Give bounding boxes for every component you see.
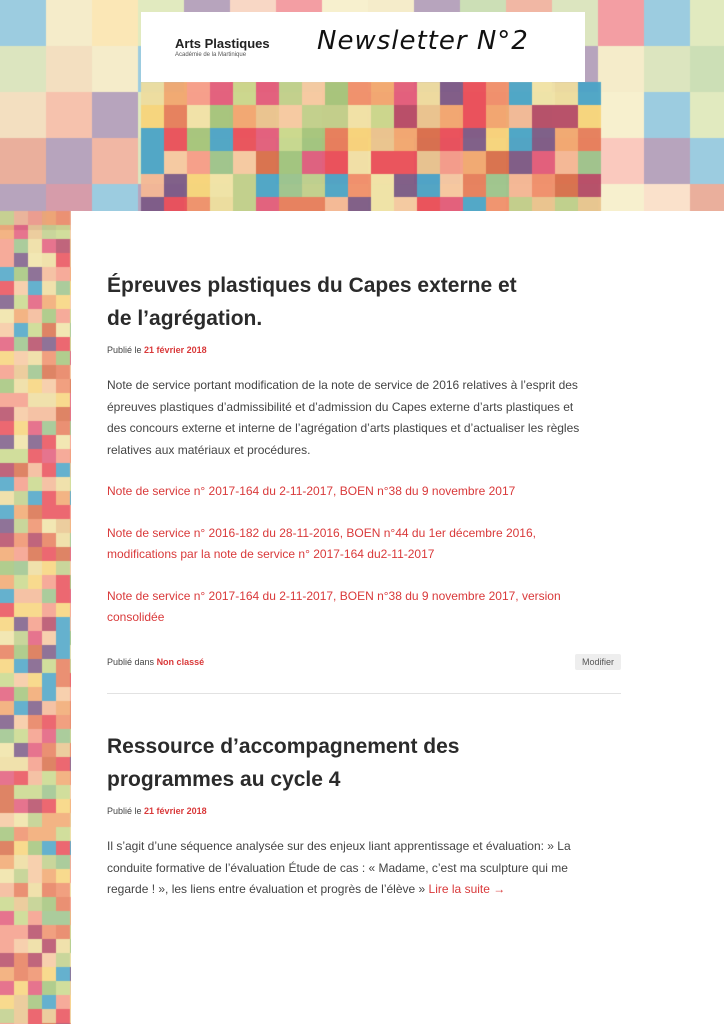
article-date[interactable]: 21 février 2018 — [144, 806, 207, 816]
article-title[interactable] — [107, 269, 621, 335]
body-line-text: regarde ! », les liens entre évaluation et progrès de l’élève » — [107, 882, 426, 896]
body-line: épreuves plastiques d’admissibilité et d’admission du Capes externe d’arts plastiques et — [107, 399, 574, 414]
document-link-3[interactable] — [107, 586, 621, 629]
article-capes — [107, 269, 621, 629]
category-link[interactable]: Non classé — [156, 657, 205, 667]
read-more-link[interactable]: Lire la suite → — [428, 882, 506, 896]
body-line: relatives aux matériaux et procédures. — [107, 442, 311, 457]
document-link-1[interactable] — [107, 481, 621, 503]
link-text[interactable]: Note de service n° 2017-164 du 2-11-2017, BOEN n°38 du 9 novembre 2017, version — [107, 588, 561, 603]
article-title[interactable] — [107, 730, 621, 796]
article-meta — [107, 345, 621, 355]
body-line: conduite formative de l’évaluation Étude de cas : « Madame, c’est ma sculpture qui me — [107, 860, 568, 875]
newsletter-title: Newsletter N°2 — [317, 26, 529, 56]
published-prefix: Publié le — [107, 806, 142, 816]
header-banner — [141, 12, 585, 82]
article-title-line1[interactable]: Ressource d’accompagnement des — [107, 735, 460, 758]
edit-button[interactable]: Modifier — [575, 654, 621, 670]
article-date[interactable]: 21 février 2018 — [144, 345, 207, 355]
brand-name[interactable]: Arts Plastiques — [175, 36, 270, 51]
edit-row — [107, 654, 621, 672]
body-line: Note de service portant modification de la note de service de 2016 relatives à l’esprit des — [107, 378, 578, 392]
article-separator — [107, 693, 621, 694]
article-title-line1[interactable]: Épreuves plastiques du Capes externe et — [107, 274, 517, 297]
body-line: des concours externe et interne de l’agrégation d’arts plastiques et d’actualiser les règles — [107, 421, 580, 435]
link-text[interactable]: Note de service n° 2016-182 du 28-11-2016, BOEN n°44 du 1er décembre 2016, — [107, 525, 536, 540]
link-text[interactable]: Note de service n° 2017-164 du 2-11-2017, BOEN n°38 du 9 novembre 2017 — [107, 484, 516, 498]
published-prefix: Publié le — [107, 345, 142, 355]
link-text[interactable]: consolidée — [107, 610, 165, 624]
body-line — [107, 879, 621, 901]
brand-subtitle: Académie de la Martinique — [175, 52, 247, 58]
article-body — [107, 836, 621, 901]
link-text[interactable]: modifications par la note de service n° 2017-164 du2-11-2017 — [107, 547, 435, 561]
content-area — [71, 211, 724, 1024]
article-title-line2[interactable]: programmes au cycle 4 — [107, 768, 341, 791]
article-body — [107, 375, 621, 461]
category-prefix: Publié dans — [107, 657, 155, 667]
article-meta — [107, 806, 621, 816]
body-line: Il s’agit d’une séquence analysée sur des enjeux liant apprentissage et évaluation: » La — [107, 839, 571, 853]
document-link-2[interactable] — [107, 523, 621, 566]
article-cycle4 — [107, 730, 621, 901]
article-title-line2[interactable]: de l’agrégation. — [107, 307, 263, 330]
